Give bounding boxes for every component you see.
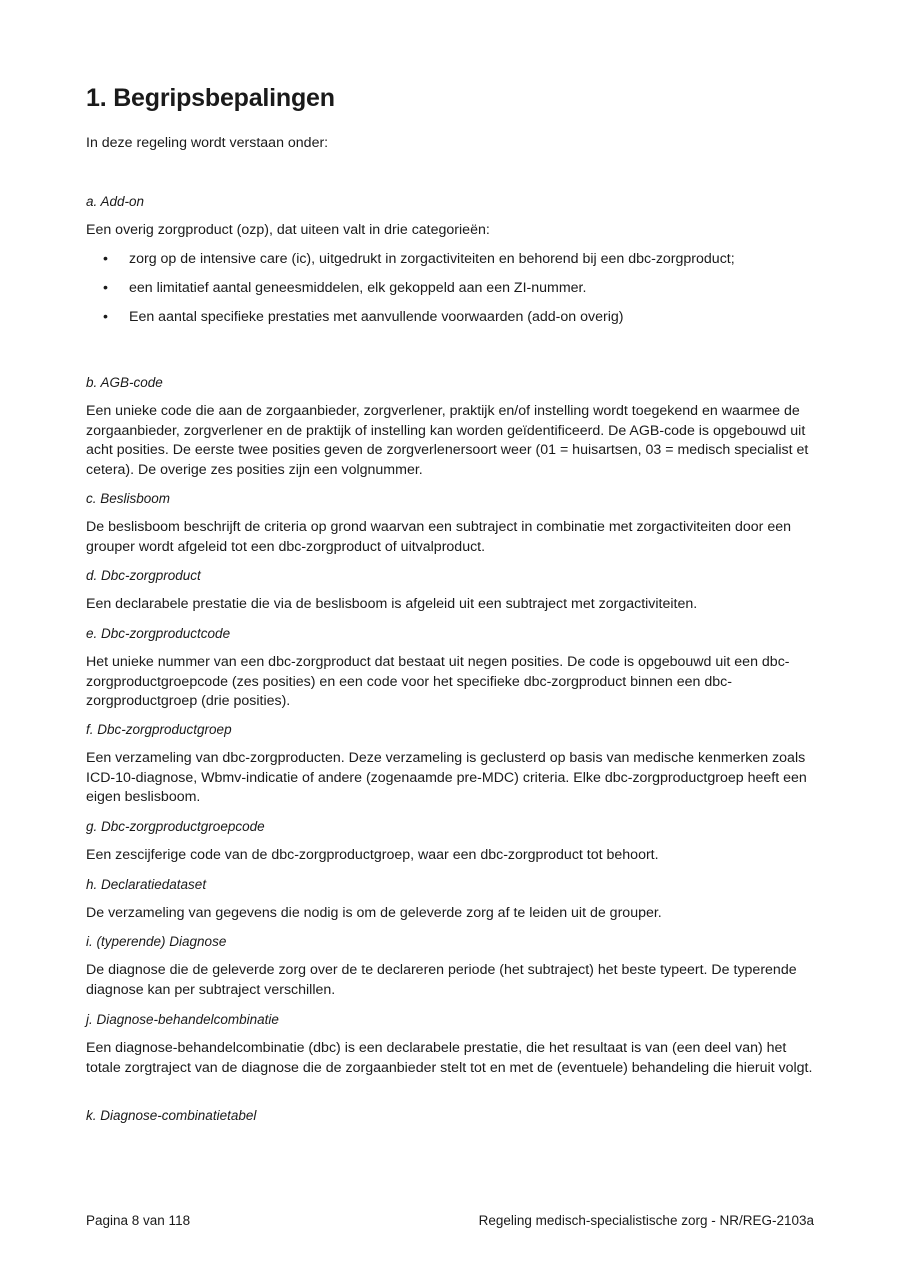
term-agb-code: b. AGB-code	[86, 375, 163, 390]
term-dbc-zorgproductgroep: f. Dbc-zorgproductgroep	[86, 722, 232, 737]
definition-dbc-zorgproductgroepcode: Een zescijferige code van de dbc-zorgproductgroep, waar een dbc-zorgproduct tot behoort.	[86, 847, 659, 863]
definition-dbc-zorgproductcode: Het unieke nummer van een dbc-zorgproduct dat bestaat uit negen posities. De code is opgebouwd uit een dbc-zorgproductgroepcode (zes posities) en een code voor het specifieke dbc-zorgproduct binnen een dbc-zorgproductgroep (drie posities).	[86, 654, 790, 709]
section-heading: 1. Begripsbepalingen	[86, 84, 335, 112]
definition-dbc-zorgproduct: Een declarabele prestatie die via de beslisboom is afgeleid uit een subtraject met zorgactiviteiten.	[86, 596, 698, 612]
bullet-icon: •	[103, 280, 108, 296]
definition-beslisboom: De beslisboom beschrijft de criteria op grond waarvan een subtraject in combinatie met zorgactiviteiten door een grouper wordt afgeleid tot een dbc-zorgproduct of uitvalproduct.	[86, 519, 792, 555]
page-number: Pagina 8 van 118	[86, 1213, 191, 1228]
definition-agb-code: Een unieke code die aan de zorgaanbieder, zorgverlener, praktijk en/of instelling wordt toegekend en waarmee de zorgaanbieder, zorgverlener en de praktijk of instelling kan worden geïdentificeerd. De AGB-code is opgebouwd uit acht posities. De eerste twee posities geven de zorgverlenersoort weer (01 = huisartsen, 03 = medisch specialist et cetera). De overige zes posities zijn een volgnummer.	[86, 403, 809, 478]
term-dbc-zorgproduct: d. Dbc-zorgproduct	[86, 568, 201, 583]
term-add-on: a. Add-on	[86, 194, 145, 209]
definition-dbc-zorgproductgroep: Een verzameling van dbc-zorgproducten. Deze verzameling is geclusterd op basis van medische kenmerken zoals ICD-10-diagnose, Wbmv-indicatie of andere (zogenaamde pre-MDC) criteria. Elke dbc-zorgproductgroep heeft een eigen beslisboom.	[86, 750, 807, 805]
bullet-icon: •	[103, 309, 108, 325]
bullet-icon: •	[103, 251, 108, 267]
list-item: • een limitatief aantal geneesmiddelen, elk gekoppeld aan een ZI-nummer.	[86, 279, 816, 308]
list-item: • zorg op de intensive care (ic), uitgedrukt in zorgactiviteiten en behorend bij een dbc-zorgproduct;	[86, 250, 816, 279]
term-dbc-zorgproductgroepcode: g. Dbc-zorgproductgroepcode	[86, 819, 265, 834]
term-declaratiedataset: h. Declaratiedataset	[86, 877, 207, 892]
definition-add-on: Een overig zorgproduct (ozp), dat uiteen valt in drie categorieën:	[86, 222, 490, 238]
term-typerende-diagnose: i. (typerende) Diagnose	[86, 934, 227, 949]
add-on-category-list	[86, 250, 816, 337]
term-diagnose-combinatietabel: k. Diagnose-combinatietabel	[86, 1108, 257, 1123]
list-item: • Een aantal specifieke prestaties met aanvullende voorwaarden (add-on overig)	[86, 308, 816, 337]
term-diagnose-behandelcombinatie: j. Diagnose-behandelcombinatie	[86, 1012, 279, 1027]
definition-typerende-diagnose: De diagnose die de geleverde zorg over de te declareren periode (het subtraject) het beste typeert. De typerende diagnose kan per subtraject verschillen.	[86, 962, 797, 998]
definition-diagnose-behandelcombinatie: Een diagnose-behandelcombinatie (dbc) is een declarabele prestatie, die het resultaat is van (een deel van) het totale zorgtraject van de diagnose die de zorgaanbieder stelt tot en met de (eventuele) behandeling die hieruit volgt.	[86, 1040, 813, 1076]
intro-text: In deze regeling wordt verstaan onder:	[86, 135, 329, 151]
term-beslisboom: c. Beslisboom	[86, 491, 171, 506]
definition-declaratiedataset: De verzameling van gegevens die nodig is om de geleverde zorg af te leiden uit de grouper.	[86, 905, 662, 921]
term-dbc-zorgproductcode: e. Dbc-zorgproductcode	[86, 626, 231, 641]
document-reference: Regeling medisch-specialistische zorg - NR/REG-2103a	[478, 1213, 814, 1228]
